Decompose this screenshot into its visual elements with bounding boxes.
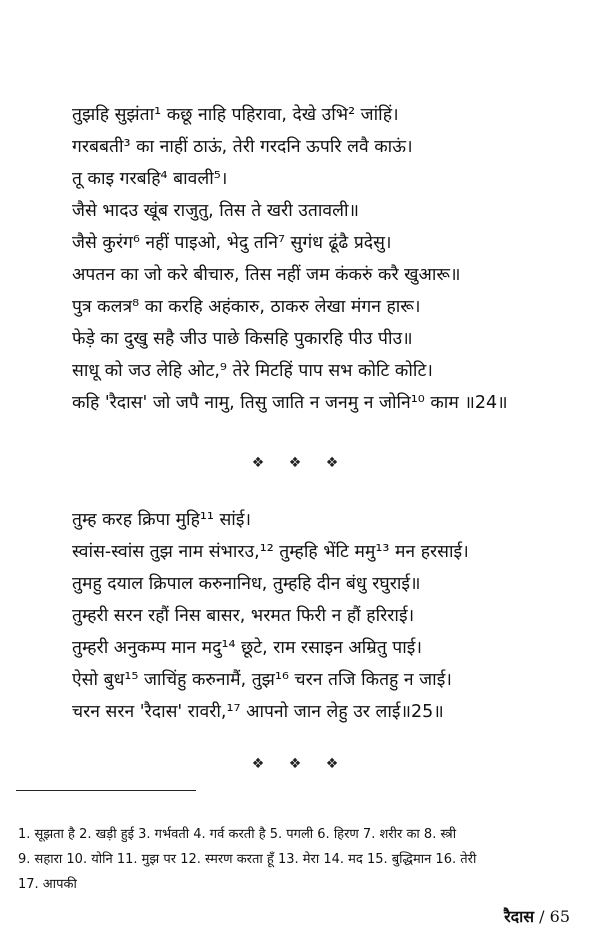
footnote-line: 1. सूझता है 2. खड़ी हुई 3. गर्भवती 4. गर्व करती है 5. पगली 6. हिरण 7. शरीर का 8. स्त्री (18, 827, 457, 842)
verse-line: चरन सरन 'रैदास' रावरी,¹⁷ आपनो जान लेहु उर लाई॥25॥ (72, 702, 444, 722)
verse-line: तुम्हरी सरन रहौं निस बासर, भरमत फिरी न हौं हरिराई। (72, 606, 415, 626)
page-number: 65 (549, 907, 570, 926)
verse-line: फेड़े का दुखु सहै जीउ पाछे किसहि पुकारहि पीउ पीउ॥ (72, 329, 413, 349)
verse-line: ऐसो बुध¹⁵ जाचिंहु करुनामैं, तुझ¹⁶ चरन तजि कितहु न जाई। (72, 670, 452, 690)
section-separator: ❖ ❖ ❖ (251, 455, 349, 471)
verse-24 (72, 99, 592, 419)
footer-separator: / (534, 907, 550, 926)
footnote-line: 9. सहारा 10. योनि 11. मुझ पर 12. स्मरण करता हूँ 13. मेरा 14. मद 15. बुद्धिमान 16. तेरी (18, 852, 477, 867)
verse-25 (72, 504, 592, 728)
verse-line: तुमहु दयाल क्रिपाल करुनानिध, तुम्हहि दीन बंधु रघुराई॥ (72, 574, 421, 594)
verse-line: अपतन का जो करे बीचारु, तिस नहीं जम कंकरुं करै खुआरू॥ (72, 265, 461, 285)
verse-line: तुम्हरी अनुकम्प मान मदु¹⁴ छूटे, राम रसाइन अम्रितु पाई। (72, 638, 422, 658)
footnote-line: 17. आपकी (18, 877, 77, 892)
verse-line: तुझहि सुझंता¹ कछू नाहि पहिरावा, देखे उभि² जांहिं। (72, 105, 399, 125)
verse-line: जैसे कुरंग⁶ नहीं पाइओ, भेदु तनि⁷ सुगंध ढूंढै प्रदेसु। (72, 233, 392, 253)
verse-line: जैसे भादउ खूंब राजुतु, तिस ते खरी उतावली॥ (72, 201, 360, 221)
verse-line: पुत्र कलत्र⁸ का करहि अहंकारु, ठाकरु लेखा मंगन हारू। (72, 297, 421, 317)
verse-line: तुम्ह करह क्रिपा मुहि¹¹ सांई। (72, 510, 252, 530)
page-footer (504, 905, 570, 927)
running-title: रैदास (504, 907, 535, 926)
footnote-divider (16, 790, 196, 791)
verse-line: साधू को जउ लेहि ओट,⁹ तेरे मिटहिं पाप सभ कोटि कोटि। (72, 361, 433, 381)
verse-line: गरबबती³ का नाहीं ठाऊं, तेरी गरदनि ऊपरि लवै काऊं। (72, 137, 413, 157)
verse-line: तू काइ गरबहि⁴ बावली⁵। (72, 169, 228, 189)
verse-line: स्वांस-स्वांस तुझ नाम संभारउ,¹² तुम्हहि भेंटि ममु¹³ मन हरसाई। (72, 542, 469, 562)
section-separator: ❖ ❖ ❖ (251, 756, 349, 772)
verse-line: कहि 'रैदास' जो जपै नामु, तिसु जाति न जनमु न जोनि¹⁰ काम ॥24॥ (72, 393, 508, 413)
